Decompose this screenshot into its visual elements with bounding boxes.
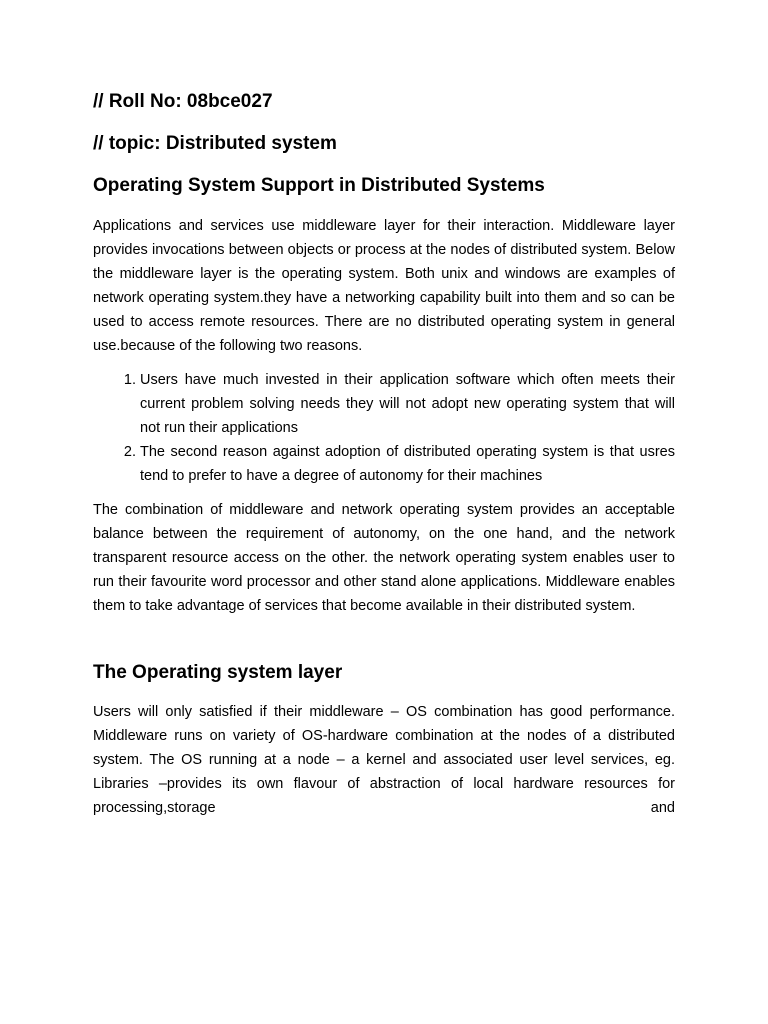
reasons-list [93,368,675,488]
intro-paragraph: Applications and services use middleware layer for their interaction. Middleware layer provides invocations between objects or process at the nodes of distributed system. Below the middleware layer is the operating system. Both unix and windows are examples of network operating system.they have a networking capability built into them and so can be used to access remote resources. There are no distributed operating system in general use.because of the following two reasons. [93,218,675,354]
main-heading: Operating System Support in Distributed Systems [93,175,545,196]
roll-number-line: // Roll No: 08bce027 [93,91,273,112]
topic-line: // topic: Distributed system [93,133,337,154]
combination-paragraph: The combination of middleware and network operating system provides an acceptable balance between the requirement of autonomy, on the one hand, and the network transparent resource access on the other. the network operating system enables user to run their favourite word processor and other stand alone applications. Middleware enables them to take advantage of services that become available in their distributed system. [93,502,675,614]
list-item: 2. The second reason against adoption of distributed operating system is that usres tend to prefer to have a degree of autonomy for their machines [140,440,675,488]
os-layer-heading: The Operating system layer [93,662,343,683]
os-layer-paragraph: Users will only satisfied if their middleware – OS combination has good performance. Middleware runs on variety of OS-hardware combination at the nodes of a distributed system. The OS running at a node – a kernel and associated user level services, eg. Libraries –provides its own flavour of abstraction of local hardware resources for processing,storage and [93,704,675,816]
list-item: 1. Users have much invested in their application software which often meets their current problem solving needs they will not adopt new operating system that will not run their applications [140,368,675,440]
